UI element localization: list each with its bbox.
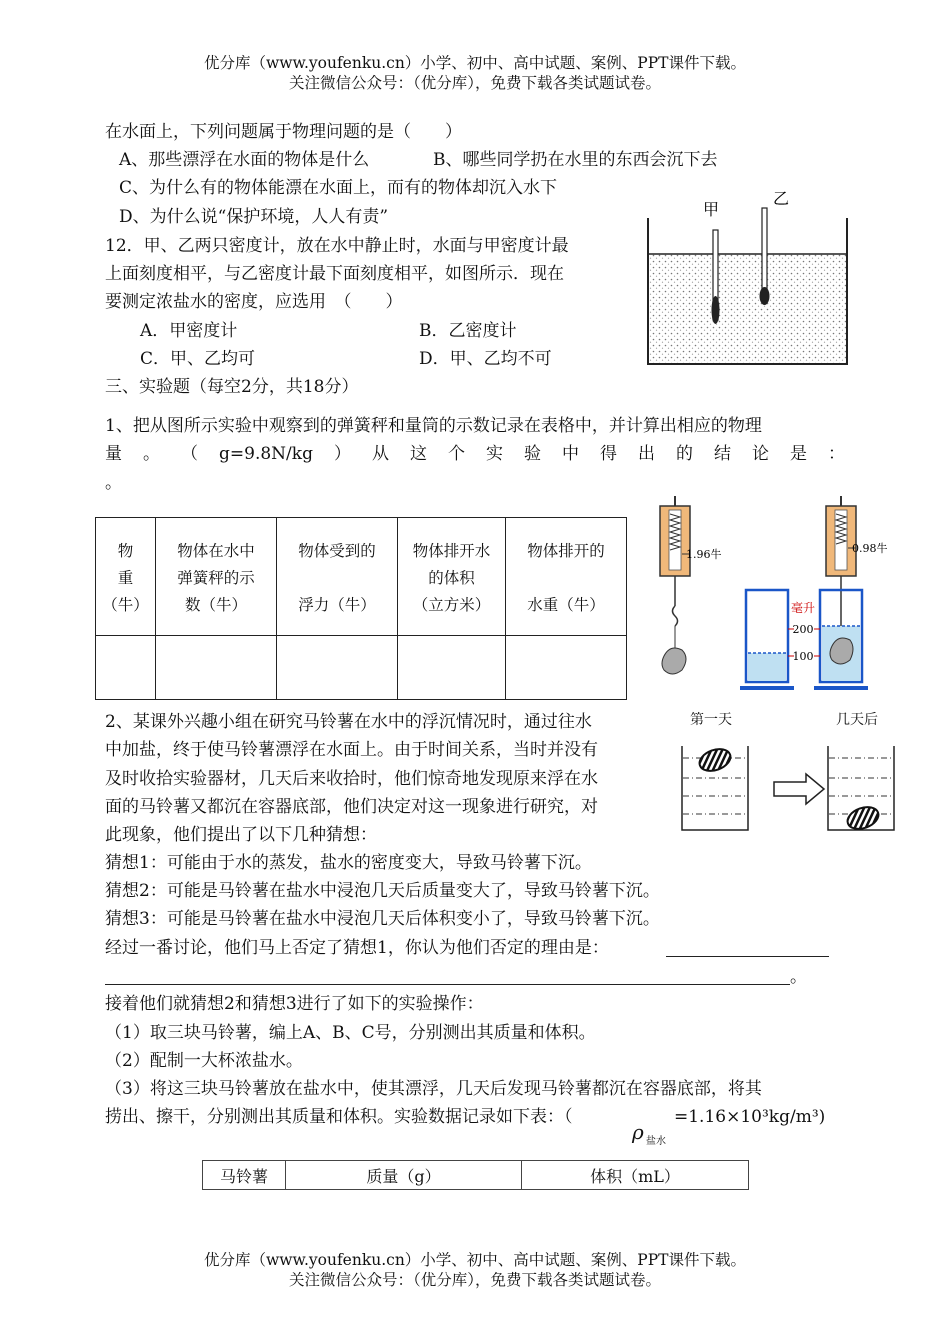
exp1-line2-word: 。 xyxy=(143,444,160,464)
exp1-line2-word: g=9.8N/kg xyxy=(219,444,313,464)
hydrometer-yi-bulb xyxy=(760,287,770,305)
potato-figure xyxy=(678,742,900,834)
exp1-line2 xyxy=(105,443,845,465)
exp1-table-answer-row xyxy=(96,636,627,700)
exp2-step3-line1: （3）将这三块马铃薯放在盐水中，使其漂浮，几天后发现马铃薯都沉在容器底部，将其 xyxy=(105,1079,762,1099)
header-cell-displaced-volume: 物体排开水 的体积 （立方米） xyxy=(398,518,506,636)
mark-100: 100 xyxy=(792,650,814,663)
exp1-line2-word: 从 xyxy=(371,444,389,464)
exp2-step2: （2）配制一大杯浓盐水。 xyxy=(105,1051,303,1071)
page-footer-line1: 优分库（www.youfenku.cn）小学、初中、高中试题、案例、PPT课件下载。 xyxy=(203,1251,747,1269)
exp1-line2-word: 中 xyxy=(561,444,579,464)
exp1-line2-word: 出 xyxy=(637,444,655,464)
mark-200: 200 xyxy=(792,623,814,636)
header-mass: 质量（g） xyxy=(286,1161,522,1190)
exp1-line2-word: 是 xyxy=(789,444,807,464)
q12-option-c: C．甲、乙均可 xyxy=(140,349,256,369)
spring-scale-figure xyxy=(648,496,910,696)
exp1-line2-word: 这 xyxy=(409,444,427,464)
q12-line1: 12．甲、乙两只密度计，放在水中静止时，水面与甲密度计最 xyxy=(105,236,569,256)
exp1-line2-word: 得 xyxy=(599,444,617,464)
q11-stem: 在水面上，下列问题属于物理问题的是（ ） xyxy=(105,122,462,142)
q11-option-c: C、为什么有的物体能漂在水面上，而有的物体却沉入水下 xyxy=(119,178,558,198)
exp2-line5: 此现象，他们提出了以下几种猜想： xyxy=(105,825,377,845)
page-footer-line2: 关注微信公众号：（优分库），免费下载各类试题试卷。 xyxy=(288,1271,661,1289)
answer-blank-1[interactable] xyxy=(666,956,829,957)
potato-data-table xyxy=(202,1160,749,1190)
label-jia: 甲 xyxy=(703,200,720,219)
q12-option-b: B．乙密度计 xyxy=(419,321,517,341)
section3-title: 三、实验题（每空2分，共18分） xyxy=(105,377,359,397)
hydrometer-yi-stem xyxy=(762,208,767,300)
answer-cell[interactable] xyxy=(398,636,506,700)
header-cell-buoyancy: 物体受到的 浮力（牛） xyxy=(277,518,398,636)
exp1-line2-word: 结 xyxy=(713,444,731,464)
exp2-end-mark: 。 xyxy=(790,967,807,987)
q12-option-a: A．甲密度计 xyxy=(140,321,238,341)
label-later: 几天后 xyxy=(836,712,878,728)
answer-cell[interactable] xyxy=(156,636,277,700)
q12-line2: 上面刻度相平，与乙密度计最下面刻度相平，如图所示．现在 xyxy=(105,264,564,284)
label-yi: 乙 xyxy=(773,189,790,208)
rho-subscript: 盐水 xyxy=(646,1136,666,1147)
exp1-line2-word: （ xyxy=(181,444,198,464)
label-day1: 第一天 xyxy=(690,712,732,728)
exp1-line2-word: 的 xyxy=(675,444,693,464)
answer-blank-2[interactable] xyxy=(105,984,790,985)
exp1-line2-word: ） xyxy=(333,444,351,464)
header-cell-weight: 物 重 （牛） xyxy=(96,518,156,636)
potato-floating xyxy=(697,745,734,775)
answer-cell[interactable] xyxy=(277,636,398,700)
exp1-line2-word: 量 xyxy=(105,444,122,464)
q12-option-d: D．甲、乙均不可 xyxy=(419,349,552,369)
exp1-line2-word: 验 xyxy=(523,444,541,464)
exp2-step3-line2: 捞出、擦干，分别测出其质量和体积。实验数据记录如下表：（ xyxy=(105,1107,573,1127)
exp1-line2-word: 论 xyxy=(751,444,769,464)
exp1-line2-word: 个 xyxy=(447,444,465,464)
exp2-line3: 及时收拾实验器材，几天后来收拾时，他们惊奇地发现原来浮在水 xyxy=(105,769,598,789)
exp1-line2-word: ： xyxy=(827,444,845,464)
exp2-next: 接着他们就猜想2和猜想3进行了如下的实验操作： xyxy=(105,994,484,1014)
exp2-line2: 中加盐，终于使马铃薯漂浮在水面上。由于时间关系，当时并没有 xyxy=(105,740,598,760)
unit-label: 毫升 xyxy=(790,601,816,615)
exp1-record-table xyxy=(95,517,627,700)
page-header-line2: 关注微信公众号：（优分库），免费下载各类试题试卷。 xyxy=(288,74,661,92)
header-potato: 马铃薯 xyxy=(203,1161,286,1190)
header-cell-scale-reading: 物体在水中 弹簧秤的示 数（牛） xyxy=(156,518,277,636)
exp2-line1: 2、某课外兴趣小组在研究马铃薯在水中的浮沉情况时，通过往水 xyxy=(105,712,592,732)
exp2-step1: （1）取三块马铃薯，编上A、B、C号，分别测出其质量和体积。 xyxy=(105,1023,596,1043)
exp2-discuss: 经过一番讨论，他们马上否定了猜想1，你认为他们否定的理由是： xyxy=(105,938,609,958)
arrow-icon xyxy=(774,774,824,804)
q11-option-a: A、那些漂浮在水面的物体是什么 xyxy=(119,150,370,170)
exp2-guess1: 猜想1：可能由于水的蒸发，盐水的密度变大，导致马铃薯下沉。 xyxy=(105,853,592,873)
answer-cell[interactable] xyxy=(96,636,156,700)
exp1-line2-word: 实 xyxy=(485,444,503,464)
exp1-line1: 1、把从图所示实验中观察到的弹簧秤和量筒的示数记录在表格中，并计算出相应的物理 xyxy=(105,416,762,436)
reading-1: 1.96牛 xyxy=(686,548,722,561)
potato-object-1 xyxy=(662,648,686,674)
exp1-table-header-row xyxy=(96,518,627,636)
exp1-line3: 。 xyxy=(105,473,122,493)
q11-option-b: B、哪些同学扔在水里的东西会沉下去 xyxy=(433,150,718,170)
exp2-guess3: 猜想3：可能是马铃薯在盐水中浸泡几天后体积变小了，导致马铃薯下沉。 xyxy=(105,909,660,929)
header-volume: 体积（mL） xyxy=(522,1161,749,1190)
exp2-guess2: 猜想2：可能是马铃薯在盐水中浸泡几天后质量变大了，导致马铃薯下沉。 xyxy=(105,881,660,901)
hydrometer-jia-bulb xyxy=(712,296,720,324)
cylinder-1-water xyxy=(748,653,786,681)
density-value: =1.16×10³kg/m³) xyxy=(674,1107,826,1127)
page-header-line1: 优分库（www.youfenku.cn）小学、初中、高中试题、案例、PPT课件下载。 xyxy=(203,54,747,72)
header-cell-displaced-weight: 物体排开的 水重（牛） xyxy=(506,518,627,636)
exp2-line4: 面的马铃薯又都沉在容器底部，他们决定对这一现象进行研究，对 xyxy=(105,797,598,817)
hydrometer-figure xyxy=(640,188,855,370)
water-body xyxy=(649,254,846,363)
answer-cell[interactable] xyxy=(506,636,627,700)
q12-line3: 要测定浓盐水的密度，应选用 （ ） xyxy=(105,292,403,312)
reading-2: 0.98牛 xyxy=(852,542,888,555)
q11-option-d: D、为什么说“保护环境，人人有责” xyxy=(119,207,389,227)
rho-symbol: ρ xyxy=(632,1120,644,1144)
potato-sunk xyxy=(845,803,882,833)
